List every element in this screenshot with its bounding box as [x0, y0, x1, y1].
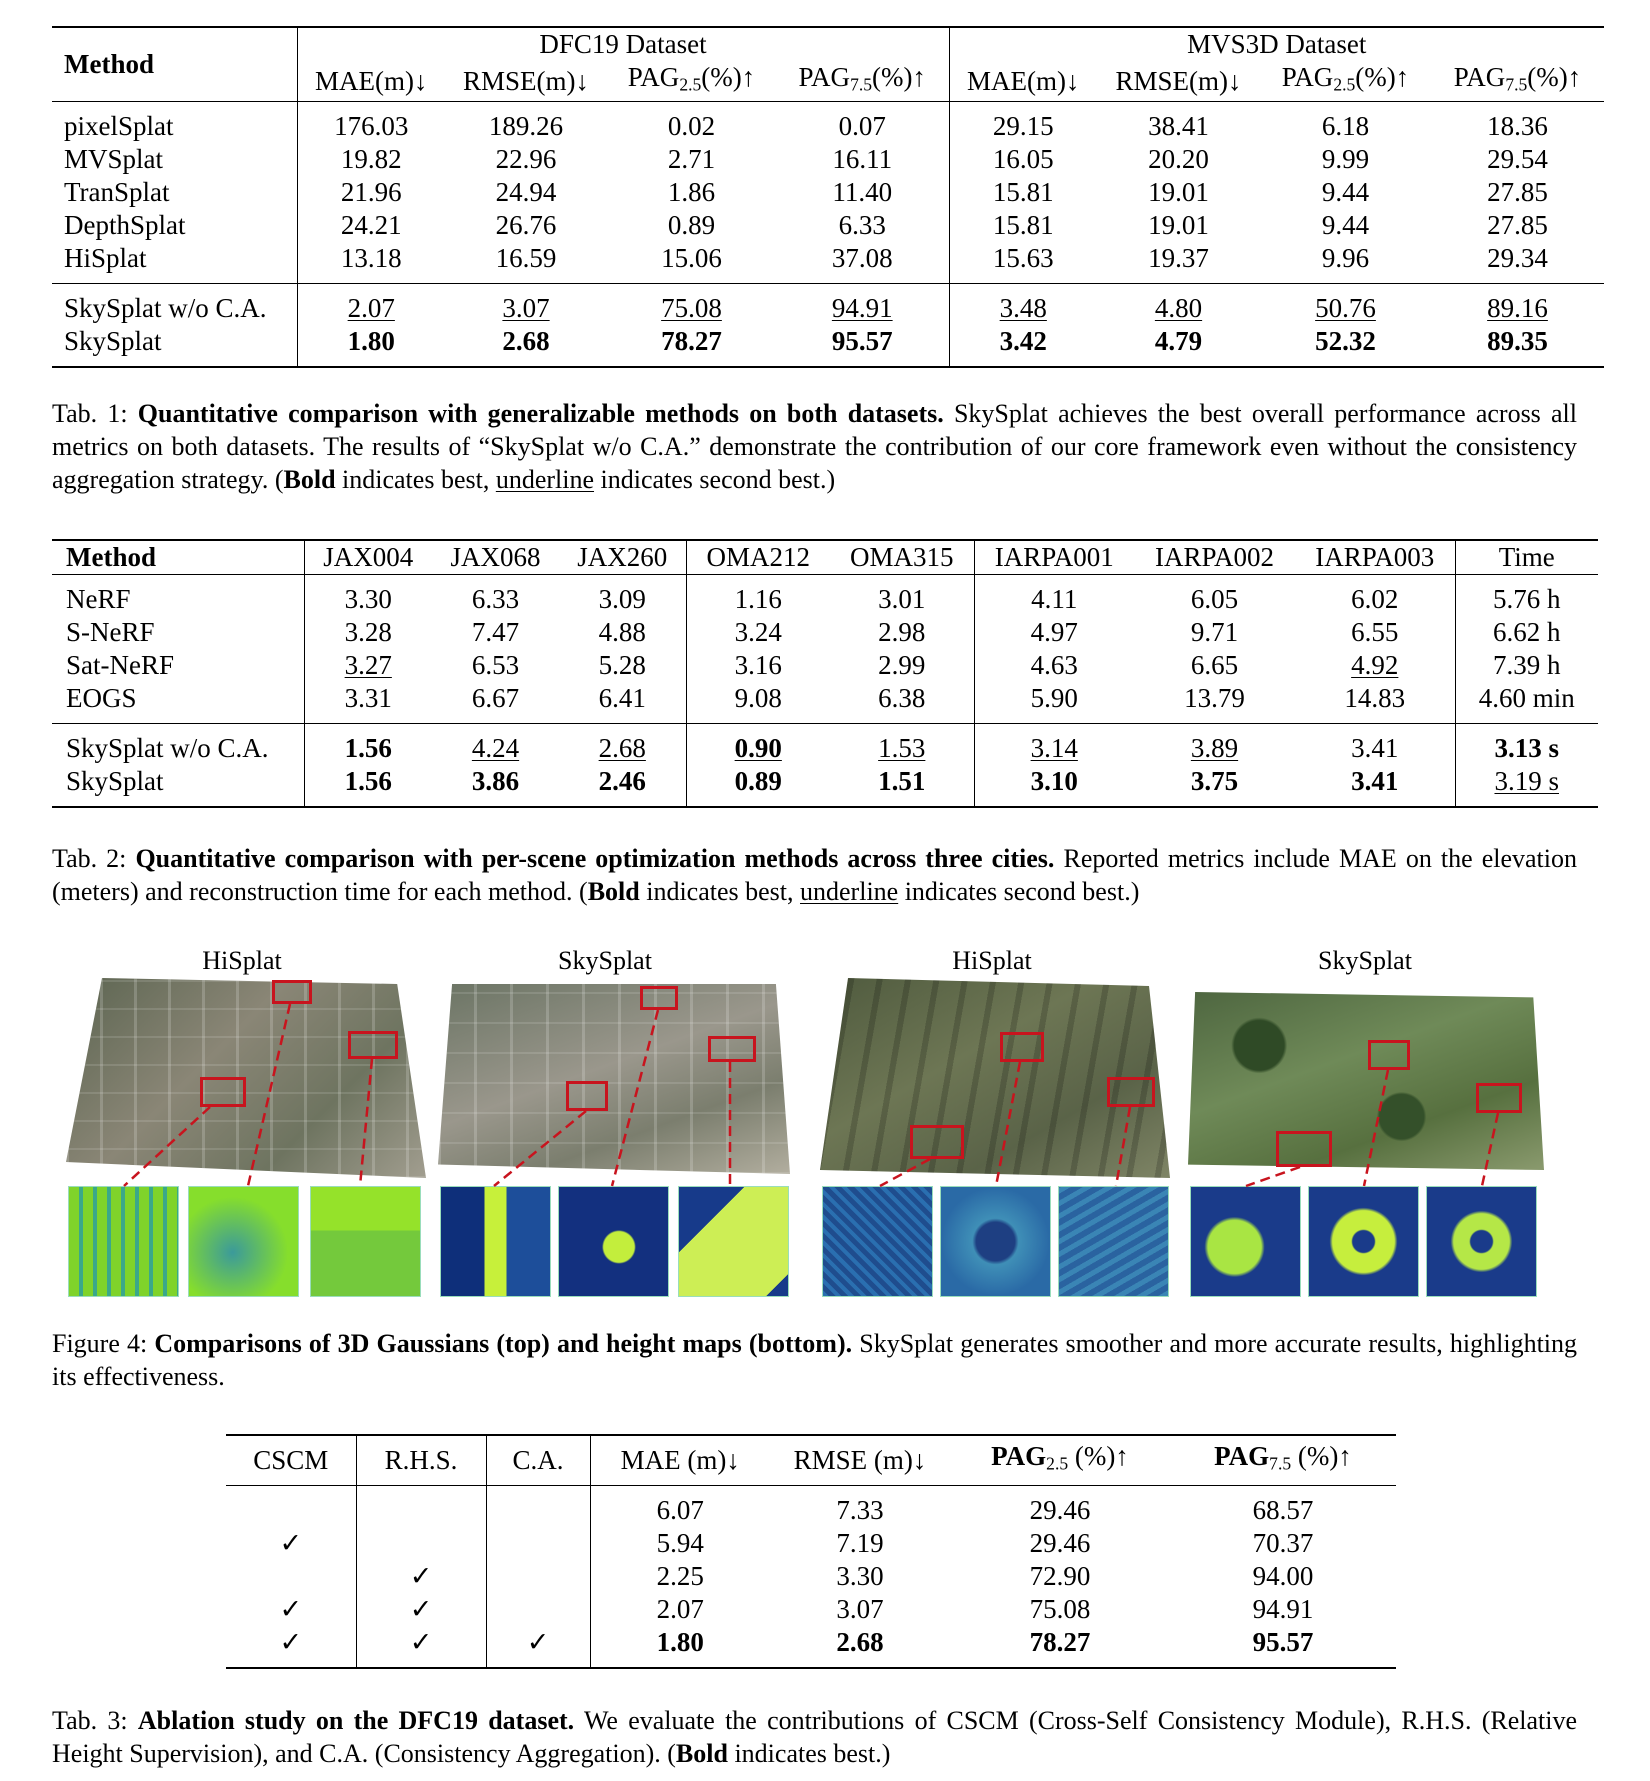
- highlight-box: [910, 1125, 964, 1159]
- value-cell: 6.65: [1190, 650, 1239, 680]
- value-text: 50.76: [1315, 293, 1376, 324]
- value-cell: 6.62 h: [1493, 617, 1561, 647]
- col-mae: MAE(m)↓: [967, 65, 1080, 96]
- value-cell: 0.02: [667, 111, 716, 142]
- table2-caption: Tab. 2: Quantitative comparison with per-scene optimization methods across three cities. Reported metrics include MAE on the elevation (meters) and reconstruction time for each method. (Bold indicates best, underline indicates second best.): [52, 844, 1577, 906]
- value-cell: [974, 732, 1134, 765]
- check-cell: ✓: [356, 1560, 486, 1593]
- value-cell: 16.05: [992, 144, 1054, 175]
- highlight-box: [1476, 1083, 1522, 1113]
- col-iarpa001: IARPA001: [994, 542, 1114, 572]
- value-text: 75.08: [661, 293, 722, 324]
- method-cell: SkySplat w/o C.A.: [52, 292, 297, 325]
- value-cell: 4.60 min: [1478, 683, 1575, 713]
- value-cell: 9.99: [1321, 144, 1370, 175]
- check-cell: ✓: [226, 1593, 356, 1626]
- value-cell: 21.96: [340, 177, 402, 208]
- check-cell: [356, 1527, 486, 1560]
- value-cell: 6.41: [559, 682, 686, 715]
- figure-label-hisplat: HiSplat: [952, 946, 1032, 975]
- value-cell: 7.33: [836, 1494, 884, 1525]
- col-pag75: $PAG_{7.5}(\%)↑$: [776, 61, 949, 102]
- value-cell: 2.25: [656, 1560, 704, 1591]
- value-cell: 2.71: [667, 144, 716, 175]
- value-cell: [1455, 765, 1598, 798]
- height-map: [188, 1186, 299, 1297]
- value-text: 3.14: [1030, 733, 1078, 763]
- highlight-box: [708, 1036, 756, 1062]
- col-rhs: R.H.S.: [356, 1435, 486, 1485]
- value-cell: 94.00: [1252, 1560, 1314, 1591]
- value-cell: 3.28: [344, 617, 392, 647]
- table-row: [226, 1560, 1396, 1593]
- value-cell: 1.80: [347, 326, 395, 357]
- value-cell: 6.38: [830, 682, 974, 715]
- value-cell: 18.36: [1487, 111, 1548, 142]
- table-ablation: [226, 1434, 1396, 1669]
- table-row: [52, 143, 1604, 176]
- method-cell: Sat-NeRF: [52, 649, 304, 682]
- value-cell: 29.46: [1029, 1527, 1091, 1558]
- method-header: Method: [52, 27, 297, 102]
- value-cell: 5.28: [559, 649, 686, 682]
- group-header-dfc19: DFC19 Dataset: [297, 27, 949, 61]
- value-text: 4.24: [471, 733, 520, 763]
- value-cell: 7.47: [471, 617, 520, 647]
- method-cell: HiSplat: [52, 242, 297, 275]
- value-cell: 6.33: [471, 584, 520, 614]
- value-cell: [559, 732, 686, 765]
- check-cell: [486, 1527, 590, 1560]
- check-cell: ✓: [356, 1626, 486, 1659]
- value-cell: 2.07: [656, 1593, 704, 1624]
- col-pag75: $PAG_{7.5}$ (%)↑: [1214, 1441, 1352, 1474]
- value-cell: 19.82: [340, 144, 402, 175]
- value-cell: 3.86: [471, 766, 520, 796]
- value-text: 3.19 s: [1494, 766, 1559, 796]
- value-cell: 2.68: [836, 1626, 884, 1657]
- value-cell: [432, 732, 559, 765]
- value-cell: 176.03: [334, 111, 409, 142]
- value-cell: 189.26: [488, 111, 564, 142]
- col-ca: C.A.: [486, 1435, 590, 1485]
- highlight-box: [640, 986, 678, 1010]
- method-cell: EOGS: [52, 682, 304, 715]
- value-cell: 4.63: [1030, 650, 1078, 680]
- col-jax068: JAX068: [450, 542, 541, 572]
- value-text: 3.89: [1190, 733, 1239, 763]
- value-cell: 15.06: [661, 243, 722, 274]
- value-cell: 4.88: [559, 616, 686, 649]
- highlight-box: [566, 1081, 608, 1111]
- value-cell: 3.01: [830, 583, 974, 616]
- value-cell: 19.01: [1148, 177, 1209, 208]
- value-cell: 2.46: [559, 765, 686, 798]
- value-cell: 29.46: [1029, 1494, 1091, 1525]
- value-cell: 6.55: [1295, 616, 1455, 649]
- value-cell: 78.27: [1029, 1626, 1091, 1657]
- value-cell: 13.79: [1184, 683, 1245, 713]
- table-row: [226, 1593, 1396, 1626]
- value-cell: 16.11: [776, 143, 949, 176]
- col-rmse: RMSE(m)↓: [1115, 65, 1242, 96]
- value-cell: 1.56: [344, 733, 392, 763]
- value-cell: [297, 292, 445, 325]
- table-row: [52, 765, 1598, 798]
- value-cell: 3.16: [734, 650, 782, 680]
- value-cell: 9.96: [1321, 243, 1370, 274]
- aerial-render: [66, 978, 426, 1178]
- value-cell: 20.20: [1148, 144, 1209, 175]
- highlight-box: [1368, 1040, 1410, 1070]
- col-pag75: $PAG_{7.5}(\%)↑$: [1453, 62, 1582, 95]
- table-row: [52, 242, 1604, 275]
- figure-label-hisplat: HiSplat: [202, 946, 282, 975]
- value-text: 94.91: [831, 293, 893, 324]
- value-cell: 3.42: [999, 326, 1047, 357]
- method-cell: MVSplat: [52, 143, 297, 176]
- value-cell: 29.34: [1487, 243, 1548, 274]
- value-cell: 9.71: [1190, 617, 1239, 647]
- value-cell: 3.31: [344, 683, 392, 713]
- value-cell: 13.18: [340, 243, 402, 274]
- value-cell: 6.18: [1321, 111, 1370, 142]
- value-cell: 5.76 h: [1493, 584, 1561, 614]
- value-cell: [776, 292, 949, 325]
- value-text: 0.90: [734, 733, 782, 763]
- col-rmse: RMSE(m)↓: [462, 65, 589, 96]
- value-cell: 22.96: [495, 144, 557, 175]
- highlight-box: [1000, 1032, 1044, 1062]
- value-cell: 4.79: [1154, 326, 1203, 357]
- value-cell: 7.19: [836, 1527, 884, 1558]
- method-cell: TranSplat: [52, 176, 297, 209]
- value-cell: 29.54: [1487, 144, 1548, 175]
- highlight-box: [1276, 1131, 1332, 1167]
- highlight-box: [1107, 1077, 1155, 1107]
- value-cell: 27.85: [1487, 177, 1548, 208]
- col-time: Time: [1498, 542, 1555, 572]
- value-cell: 15.63: [992, 243, 1054, 274]
- table-row: [52, 176, 1604, 209]
- value-cell: 1.80: [656, 1626, 704, 1657]
- col-iarpa002: IARPA002: [1154, 542, 1275, 572]
- value-cell: 38.41: [1148, 111, 1209, 142]
- table-row: [226, 1527, 1396, 1560]
- value-cell: 94.91: [1252, 1593, 1314, 1624]
- check-cell: ✓: [226, 1626, 356, 1659]
- value-cell: 5.94: [656, 1527, 704, 1558]
- value-cell: [830, 732, 974, 765]
- value-cell: 3.30: [836, 1560, 884, 1591]
- value-cell: 6.33: [776, 209, 949, 242]
- value-cell: 19.37: [1148, 243, 1209, 274]
- value-cell: 95.57: [776, 325, 949, 358]
- method-cell: SkySplat: [52, 325, 297, 358]
- height-map: [558, 1186, 669, 1297]
- value-text: 4.80: [1154, 293, 1203, 324]
- value-cell: 3.13 s: [1494, 733, 1559, 763]
- value-cell: 27.85: [1487, 210, 1548, 241]
- value-cell: 14.83: [1295, 682, 1455, 715]
- value-cell: 2.99: [830, 649, 974, 682]
- col-mae: MAE (m)↓: [620, 1444, 740, 1475]
- col-jax260: JAX260: [559, 540, 686, 575]
- height-map: [822, 1186, 933, 1297]
- col-pag25: $PAG_{2.5}(\%)↑$: [627, 62, 756, 95]
- value-cell: 37.08: [776, 242, 949, 275]
- value-cell: 9.44: [1321, 210, 1370, 241]
- col-rmse: RMSE (m)↓: [793, 1444, 927, 1475]
- value-cell: 70.37: [1252, 1527, 1314, 1558]
- height-map: [440, 1186, 551, 1297]
- method-cell: SkySplat w/o C.A.: [52, 732, 304, 765]
- value-cell: 19.01: [1148, 210, 1209, 241]
- col-pag25: $PAG_{2.5}$ (%)↑: [991, 1441, 1129, 1474]
- aerial-render: [1188, 992, 1544, 1170]
- table-row: [52, 682, 1598, 715]
- method-cell: NeRF: [52, 583, 304, 616]
- value-cell: 3.09: [559, 583, 686, 616]
- value-cell: 29.15: [992, 111, 1054, 142]
- height-map: [1058, 1186, 1169, 1297]
- value-cell: 72.90: [1029, 1560, 1091, 1591]
- check-cell: ✓: [356, 1593, 486, 1626]
- value-cell: 4.11: [1031, 584, 1078, 614]
- value-cell: 3.75: [1190, 766, 1239, 796]
- table-generalizable-comparison: [52, 26, 1604, 368]
- check-cell: [486, 1494, 590, 1527]
- value-cell: 6.07: [656, 1494, 704, 1525]
- value-cell: 24.94: [495, 177, 557, 208]
- value-cell: 1.51: [830, 765, 974, 798]
- col-oma315: OMA315: [830, 540, 974, 575]
- method-cell: DepthSplat: [52, 209, 297, 242]
- table-row: [52, 732, 1598, 765]
- check-cell: [486, 1593, 590, 1626]
- table-row: [226, 1494, 1396, 1527]
- value-text: 3.07: [502, 293, 550, 324]
- figure-label-skysplat: SkySplat: [1318, 946, 1412, 975]
- value-cell: [1260, 292, 1431, 325]
- check-cell: ✓: [486, 1626, 590, 1659]
- table3-caption: Tab. 3: Ablation study on the DFC19 dataset. We evaluate the contributions of CSCM (Cross-Self Consistency Module), R.H.S. (Relative Height Supervision), and C.A. (Consistency Aggregation). (Bold indicates best.): [52, 1706, 1577, 1768]
- value-cell: 75.08: [1029, 1593, 1091, 1624]
- value-cell: 7.39 h: [1493, 650, 1561, 680]
- value-cell: 52.32: [1315, 326, 1376, 357]
- col-oma212: OMA212: [706, 542, 810, 572]
- value-cell: 3.24: [734, 617, 782, 647]
- col-mae: MAE(m)↓: [315, 65, 428, 96]
- check-cell: [226, 1494, 356, 1527]
- value-cell: 11.40: [776, 176, 949, 209]
- value-cell: 6.53: [471, 650, 520, 680]
- table-row: [52, 325, 1604, 358]
- highlight-box: [200, 1077, 246, 1107]
- value-cell: [1097, 292, 1260, 325]
- check-cell: ✓: [226, 1527, 356, 1560]
- highlight-box: [348, 1031, 398, 1059]
- value-cell: 1.16: [734, 584, 782, 614]
- value-cell: [304, 649, 432, 682]
- value-cell: 16.59: [495, 243, 557, 274]
- table-row: [52, 649, 1598, 682]
- highlight-box: [272, 980, 312, 1004]
- height-map: [940, 1186, 1051, 1297]
- height-map: [310, 1186, 421, 1297]
- value-cell: 3.30: [344, 584, 392, 614]
- value-cell: 9.08: [734, 683, 782, 713]
- height-map: [1190, 1186, 1301, 1297]
- value-cell: 2.68: [502, 326, 550, 357]
- col-pag25: $PAG_{2.5}(\%)↑$: [1281, 62, 1410, 95]
- value-cell: 15.81: [992, 177, 1054, 208]
- method-cell: S-NeRF: [52, 616, 304, 649]
- value-cell: 5.90: [1030, 683, 1078, 713]
- value-cell: 0.07: [776, 110, 949, 143]
- check-cell: [226, 1560, 356, 1593]
- value-cell: 2.98: [830, 616, 974, 649]
- value-cell: 3.07: [836, 1593, 884, 1624]
- value-text: 4.92: [1351, 650, 1399, 680]
- value-cell: 3.41: [1295, 765, 1455, 798]
- table-row: [226, 1626, 1396, 1659]
- figure-label-skysplat: SkySplat: [558, 946, 652, 975]
- value-cell: 95.57: [1252, 1626, 1314, 1657]
- table-row: [52, 583, 1598, 616]
- height-map: [68, 1186, 179, 1297]
- value-cell: 1.56: [344, 766, 392, 796]
- aerial-render: [438, 984, 790, 1174]
- table-row: [52, 110, 1604, 143]
- method-cell: SkySplat: [52, 765, 304, 798]
- value-text: 89.16: [1487, 293, 1548, 324]
- figure4-caption: Figure 4: Comparisons of 3D Gaussians (top) and height maps (bottom). SkySplat generates smoother and more accurate results, highlighting its effectiveness.: [52, 1329, 1578, 1391]
- value-cell: 3.10: [1030, 766, 1078, 796]
- value-cell: 89.35: [1487, 326, 1548, 357]
- check-cell: [486, 1560, 590, 1593]
- value-cell: [1431, 292, 1604, 325]
- value-cell: 6.02: [1295, 583, 1455, 616]
- value-cell: [949, 292, 1097, 325]
- table1-caption: Tab. 1: Quantitative comparison with generalizable methods on both datasets. SkySplat achieves the best overall performance across all metrics on both datasets. The results of “SkySplat w/o C.A.” demonstrate the contribution of our core framework even without the consistency aggregation strategy. (Bold indicates best, underline indicates second best.): [52, 399, 1578, 494]
- value-cell: 24.21: [340, 210, 402, 241]
- value-cell: [445, 292, 607, 325]
- col-cscm: CSCM: [226, 1435, 356, 1485]
- value-cell: 15.81: [992, 210, 1054, 241]
- value-cell: 1.86: [667, 177, 716, 208]
- height-map: [1308, 1186, 1419, 1297]
- value-cell: 78.27: [661, 326, 722, 357]
- value-cell: 6.05: [1190, 584, 1239, 614]
- value-cell: [607, 292, 776, 325]
- method-header: Method: [52, 540, 304, 575]
- value-cell: [686, 732, 830, 765]
- height-map: [678, 1186, 789, 1297]
- value-cell: 0.89: [734, 766, 782, 796]
- table-row: [52, 292, 1604, 325]
- value-text: 1.53: [878, 733, 926, 763]
- value-cell: [1295, 649, 1455, 682]
- value-cell: 9.44: [1321, 177, 1370, 208]
- group-header-mvs3d: MVS3D Dataset: [1187, 29, 1367, 59]
- col-jax004: JAX004: [323, 542, 414, 572]
- col-iarpa003: IARPA003: [1295, 540, 1455, 575]
- table-per-scene-comparison: [52, 539, 1598, 808]
- value-text: 2.07: [347, 293, 395, 324]
- value-cell: 0.89: [667, 210, 716, 241]
- method-cell: pixelSplat: [52, 110, 297, 143]
- check-cell: [356, 1494, 486, 1527]
- value-text: 3.48: [999, 293, 1047, 324]
- value-cell: 6.67: [471, 683, 520, 713]
- table-row: [52, 209, 1604, 242]
- value-cell: 4.97: [1030, 617, 1078, 647]
- table-row: [52, 616, 1598, 649]
- value-text: 3.27: [344, 650, 392, 680]
- height-map: [1426, 1186, 1537, 1297]
- value-cell: 68.57: [1252, 1494, 1314, 1525]
- value-cell: 26.76: [495, 210, 557, 241]
- value-cell: 3.41: [1295, 732, 1455, 765]
- value-text: 2.68: [598, 733, 646, 763]
- value-cell: [1134, 732, 1295, 765]
